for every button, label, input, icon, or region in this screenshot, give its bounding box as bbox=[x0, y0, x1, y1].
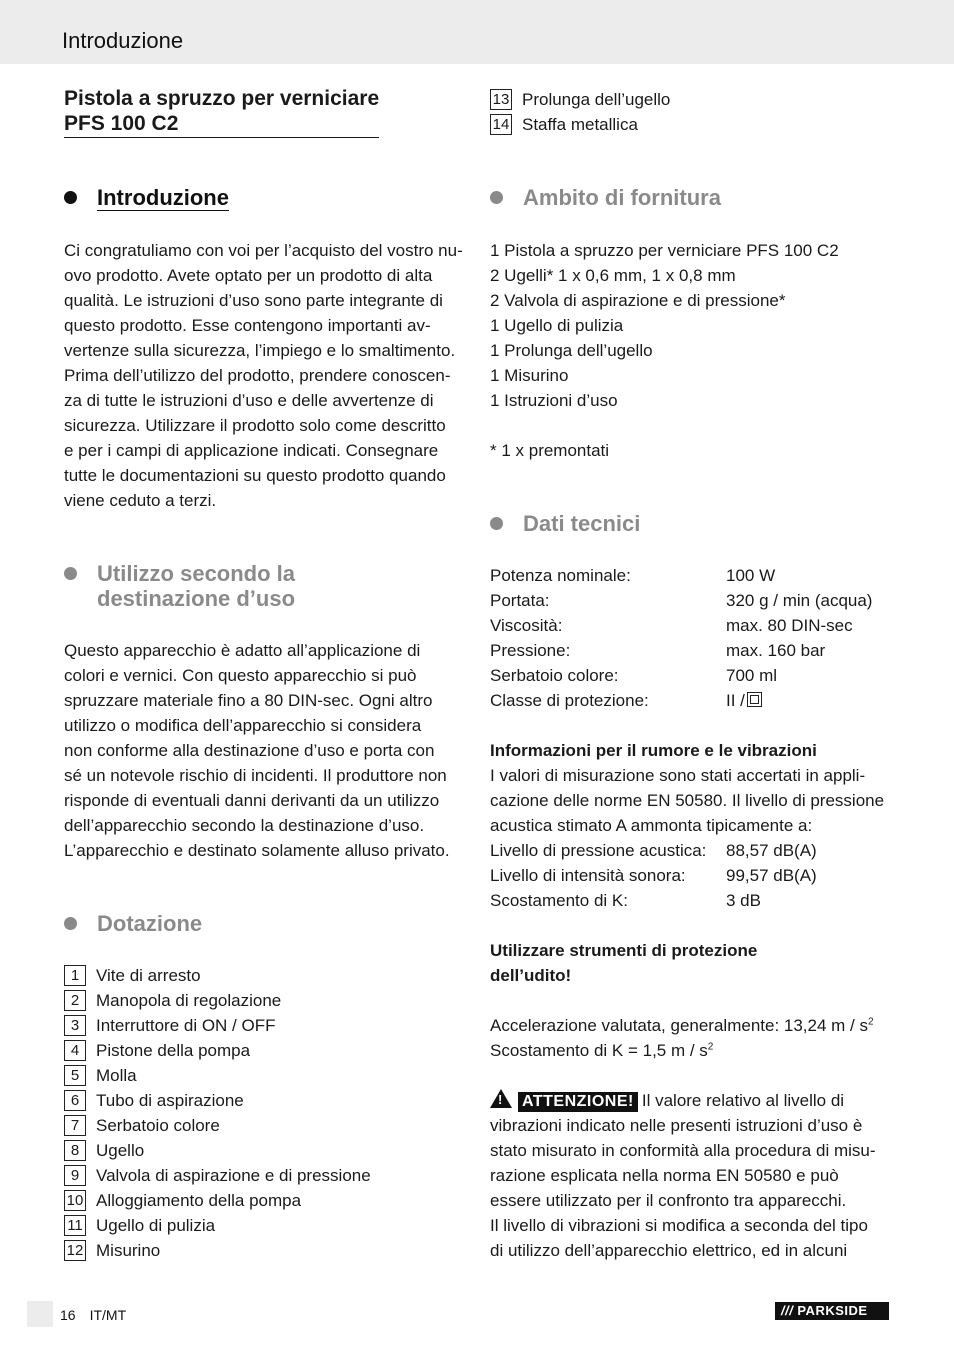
spec-value bbox=[726, 638, 825, 663]
spec-row bbox=[490, 638, 895, 663]
item-label: Ugello bbox=[96, 1141, 145, 1160]
acceleration-sup: 2 bbox=[868, 1016, 874, 1028]
item-number-box: 11 bbox=[64, 1215, 86, 1236]
supply-item: 2 Valvola di aspirazione e di pressione* bbox=[490, 291, 786, 310]
warning-badge: ATTENZIONE! bbox=[518, 1092, 638, 1112]
usage-line: L’apparecchio e destinato solamente alluso privato. bbox=[64, 841, 450, 860]
warning-line: Il livello di vibrazioni si modifica a seconda del tipo bbox=[490, 1216, 868, 1235]
supply-item: 1 Prolunga dell’ugello bbox=[490, 341, 653, 360]
k-deviation-line bbox=[490, 1038, 713, 1063]
spec-value bbox=[726, 888, 761, 913]
intro-heading-text: Introduzione bbox=[97, 185, 229, 210]
item-label: Ugello di pulizia bbox=[96, 1216, 216, 1235]
noise-paragraph bbox=[490, 763, 884, 838]
item-label: Alloggiamento della pompa bbox=[96, 1191, 302, 1210]
equipment-item bbox=[64, 963, 464, 988]
spec-row bbox=[490, 588, 895, 613]
item-number-box: 12 bbox=[64, 1240, 86, 1261]
spec-label: Potenza nominale: bbox=[490, 566, 631, 585]
equipment-item bbox=[64, 1013, 464, 1038]
noise-specs-table bbox=[490, 838, 895, 913]
item-number-box: 2 bbox=[64, 990, 86, 1011]
equipment-item bbox=[64, 1163, 464, 1188]
supply-footnote: * 1 x premontati bbox=[490, 441, 610, 460]
intro-heading bbox=[64, 185, 229, 210]
warning-triangle-icon: ! bbox=[490, 1089, 512, 1108]
spec-row bbox=[490, 838, 895, 863]
footer-page-marker bbox=[27, 1301, 53, 1327]
warning-block bbox=[490, 1088, 876, 1263]
intro-line: viene ceduto a terzi. bbox=[64, 491, 217, 510]
spec-value bbox=[726, 688, 762, 713]
item-number-box: 3 bbox=[64, 1015, 86, 1036]
usage-line: risponde di eventuali danni derivanti da un utilizzo bbox=[64, 791, 440, 810]
spec-value-text: max. 80 DIN-sec bbox=[726, 616, 853, 635]
usage-line: dell’apparecchio secondo la destinazione d’uso. bbox=[64, 816, 425, 835]
item-label: Tubo di aspirazione bbox=[96, 1091, 244, 1110]
usage-line: non conforme alla destinazione d’uso e porta con bbox=[64, 741, 435, 760]
spec-value bbox=[726, 613, 853, 638]
spec-label: Classe di protezione: bbox=[490, 691, 649, 710]
bullet-dot-icon bbox=[64, 567, 77, 580]
intro-line: questo prodotto. Esse contengono importanti av- bbox=[64, 316, 431, 335]
equipment-item bbox=[64, 1188, 464, 1213]
noise-line: acustica stimato A ammonta tipicamente a: bbox=[490, 816, 813, 835]
spec-label: Pressione: bbox=[490, 641, 571, 660]
warning-lines bbox=[490, 1113, 876, 1263]
spec-value-text: 88,57 dB(A) bbox=[726, 841, 817, 860]
warning-line: stato misurato in conformità alla procedura di misu- bbox=[490, 1141, 876, 1160]
spec-value-text: 320 g / min (acqua) bbox=[726, 591, 873, 610]
intro-line: sicurezza. Utilizzare il prodotto solo come descritto bbox=[64, 416, 446, 435]
supply-heading-text: Ambito di fornitura bbox=[523, 185, 721, 210]
intro-line: vertenze sulla sicurezza, l’impiego e lo smaltimento. bbox=[64, 341, 456, 360]
page-header bbox=[0, 0, 954, 64]
usage-heading bbox=[64, 561, 295, 611]
intro-line: e per i campi di applicazione indicati. Consegnare bbox=[64, 441, 439, 460]
item-label: Serbatoio colore bbox=[96, 1116, 220, 1135]
intro-line: ovo prodotto. Avete optato per un prodotto di alta bbox=[64, 266, 433, 285]
spec-value bbox=[726, 663, 777, 688]
spec-row bbox=[490, 563, 895, 588]
warning-line: essere utilizzato per il confronto tra apparecchi. bbox=[490, 1191, 847, 1210]
spec-value-text: 700 ml bbox=[726, 666, 778, 685]
intro-line: qualità. Le istruzioni d’uso sono parte integrante di bbox=[64, 291, 443, 310]
header-title: Introduzione bbox=[62, 28, 184, 53]
warning-first-line bbox=[490, 1088, 876, 1113]
equipment-item bbox=[490, 112, 895, 137]
supply-item: 1 Ugello di pulizia bbox=[490, 316, 624, 335]
equipment-item bbox=[64, 1238, 464, 1263]
item-number-box: 8 bbox=[64, 1140, 86, 1161]
intro-line: Prima dell’utilizzo del prodotto, prendere conoscen- bbox=[64, 366, 451, 385]
item-label: Interruttore di ON / OFF bbox=[96, 1016, 276, 1035]
spec-row bbox=[490, 613, 895, 638]
spec-value-text: 100 W bbox=[726, 566, 776, 585]
usage-line: colori e vernici. Con questo apparecchio si può bbox=[64, 666, 417, 685]
item-label: Valvola di aspirazione e di pressione bbox=[96, 1166, 371, 1185]
item-number-box: 9 bbox=[64, 1165, 86, 1186]
item-label: Pistone della pompa bbox=[96, 1041, 251, 1060]
item-number-box: 7 bbox=[64, 1115, 86, 1136]
spec-label: Viscosità: bbox=[490, 616, 563, 635]
equipment-list bbox=[64, 963, 464, 1263]
item-label: Manopola di regolazione bbox=[96, 991, 282, 1010]
warning-line: razione esplicata nella norma EN 50580 e può bbox=[490, 1166, 839, 1185]
supply-heading bbox=[490, 185, 721, 210]
equipment-list-continued bbox=[490, 87, 895, 137]
spec-label: Serbatoio colore: bbox=[490, 666, 619, 685]
parkside-logo bbox=[775, 1302, 889, 1320]
protection-class-ii-icon bbox=[747, 692, 762, 707]
usage-line: utilizzo o modifica dell’apparecchio si considera bbox=[64, 716, 422, 735]
spec-label: Scostamento di K: bbox=[490, 891, 628, 910]
item-number-box: 1 bbox=[64, 965, 86, 986]
item-number-box: 10 bbox=[64, 1190, 86, 1211]
main-title-line2: PFS 100 C2 bbox=[64, 112, 179, 135]
equipment-item bbox=[64, 1038, 464, 1063]
item-number-box: 14 bbox=[490, 114, 512, 135]
spec-row bbox=[490, 888, 895, 913]
supply-list bbox=[490, 238, 839, 413]
usage-line: spruzzare materiale fino a 80 DIN-sec. Ogni altro bbox=[64, 691, 433, 710]
spec-label: Portata: bbox=[490, 591, 550, 610]
noise-heading: Informazioni per il rumore e le vibrazioni bbox=[490, 741, 817, 760]
bullet-dot-icon bbox=[490, 191, 503, 204]
page-number: 16 bbox=[60, 1307, 76, 1323]
supply-item: 2 Ugelli* 1 x 0,6 mm, 1 x 0,8 mm bbox=[490, 266, 736, 285]
spec-value bbox=[726, 863, 817, 888]
spec-value-text: 99,57 dB(A) bbox=[726, 866, 817, 885]
equipment-heading-text: Dotazione bbox=[97, 911, 203, 936]
usage-heading-line2: destinazione d’uso bbox=[97, 586, 296, 611]
usage-paragraph bbox=[64, 638, 450, 863]
equipment-item bbox=[64, 1063, 464, 1088]
usage-heading-line1: Utilizzo secondo la bbox=[97, 561, 296, 586]
equipment-item bbox=[64, 1088, 464, 1113]
noise-line: cazione delle norme EN 50580. Il livello di pressione bbox=[490, 791, 885, 810]
equipment-item bbox=[490, 87, 895, 112]
item-number-box: 4 bbox=[64, 1040, 86, 1061]
warning-line: di utilizzo dell’apparecchio elettrico, ed in alcuni bbox=[490, 1241, 848, 1260]
spec-value bbox=[726, 588, 872, 613]
equipment-heading bbox=[64, 911, 202, 936]
spec-label: Livello di intensità sonora: bbox=[490, 866, 686, 885]
equipment-item bbox=[64, 1213, 464, 1238]
spec-value bbox=[726, 563, 775, 588]
hearing-line1: Utilizzare strumenti di protezione bbox=[490, 941, 758, 960]
item-number-box: 6 bbox=[64, 1090, 86, 1111]
warning-first-text: Il valore relativo al livello di bbox=[641, 1091, 845, 1110]
intro-line: tutte le documentazioni su questo prodotto quando bbox=[64, 466, 446, 485]
main-title-line1: Pistola a spruzzo per verniciare bbox=[64, 87, 380, 110]
tech-heading-text: Dati tecnici bbox=[523, 511, 641, 536]
bullet-dot-icon bbox=[490, 517, 503, 530]
hearing-line2: dell’udito! bbox=[490, 966, 572, 985]
tech-heading bbox=[490, 511, 640, 536]
brand-slashes: /// bbox=[781, 1303, 794, 1318]
item-label: Misurino bbox=[96, 1241, 161, 1260]
equipment-item bbox=[64, 988, 464, 1013]
warning-line: vibrazioni indicato nelle presenti istruzioni d’uso è bbox=[490, 1116, 863, 1135]
supply-item: 1 Pistola a spruzzo per verniciare PFS 100 C2 bbox=[490, 241, 839, 260]
spec-row bbox=[490, 863, 895, 888]
item-number-box: 5 bbox=[64, 1065, 86, 1086]
spec-value bbox=[726, 838, 817, 863]
equipment-item bbox=[64, 1113, 464, 1138]
main-title bbox=[64, 86, 379, 138]
hearing-protection-note bbox=[490, 938, 757, 988]
acceleration-text: Accelerazione valutata, generalmente: 13,24 m / s bbox=[490, 1016, 868, 1035]
k-deviation-sup: 2 bbox=[707, 1041, 714, 1053]
k-deviation-text: Scostamento di K = 1,5 m / s bbox=[490, 1041, 708, 1060]
tech-specs-table bbox=[490, 563, 895, 713]
spec-value-text: max. 160 bar bbox=[726, 641, 826, 660]
item-label: Molla bbox=[96, 1066, 137, 1085]
bullet-dot-icon bbox=[64, 191, 77, 204]
spec-row bbox=[490, 663, 895, 688]
acceleration-line bbox=[490, 1013, 874, 1038]
equipment-item bbox=[64, 1138, 464, 1163]
intro-line: Ci congratuliamo con voi per l’acquisto del vostro nu- bbox=[64, 241, 463, 260]
item-number-box: 13 bbox=[490, 89, 512, 110]
spec-value-text: II / bbox=[726, 691, 745, 710]
spec-label: Livello di pressione acustica: bbox=[490, 841, 707, 860]
item-label: Prolunga dell’ugello bbox=[522, 90, 671, 109]
item-label: Vite di arresto bbox=[96, 966, 201, 985]
footer-page-info bbox=[60, 1307, 126, 1323]
intro-paragraph bbox=[64, 238, 463, 513]
bullet-dot-icon bbox=[64, 917, 77, 930]
item-label: Staffa metallica bbox=[522, 115, 638, 134]
usage-line: sé un notevole rischio di incidenti. Il produttore non bbox=[64, 766, 447, 785]
supply-item: 1 Istruzioni d’uso bbox=[490, 391, 618, 410]
spec-value-text: 3 dB bbox=[726, 891, 761, 910]
noise-line: I valori di misurazione sono stati accertati in appli- bbox=[490, 766, 866, 785]
supply-item: 1 Misurino bbox=[490, 366, 569, 385]
language-code: IT/MT bbox=[89, 1307, 127, 1323]
intro-line: za di tutte le istruzioni d’uso e delle avvertenze di bbox=[64, 391, 434, 410]
spec-row bbox=[490, 688, 895, 713]
brand-name: PARKSIDE bbox=[797, 1303, 868, 1318]
usage-line: Questo apparecchio è adatto all’applicazione di bbox=[64, 641, 421, 660]
